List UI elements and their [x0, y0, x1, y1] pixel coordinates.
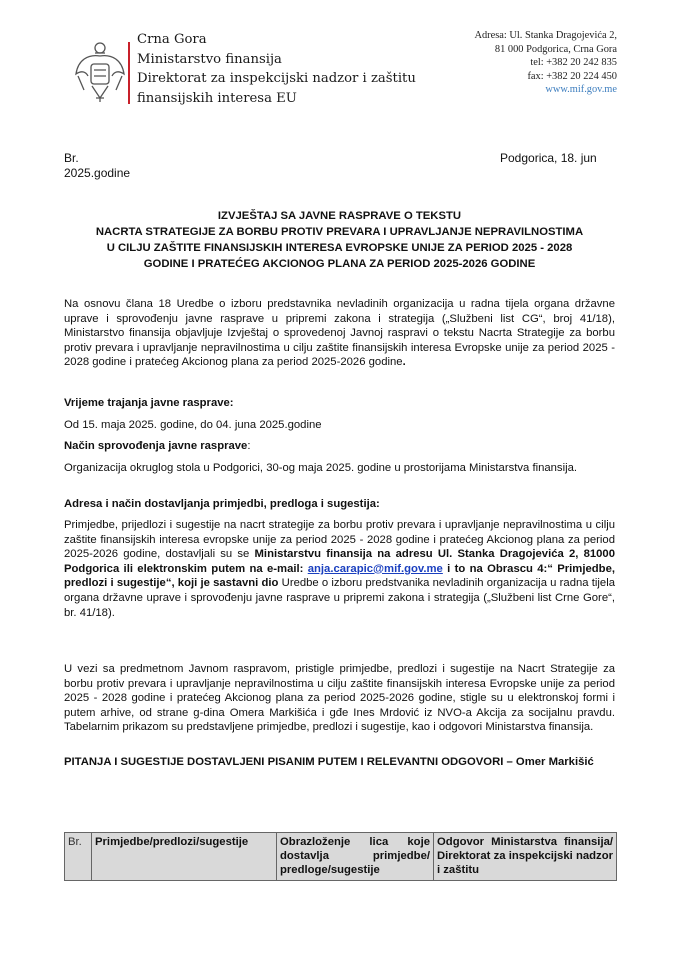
org-ministry: Ministarstvo finansija	[137, 51, 282, 67]
reference-number	[64, 151, 130, 181]
submission-form: i to na Obrascu 4:“ Primjedbe, predlozi i sugestije“, koji je sastavni dio	[64, 562, 615, 590]
submission-text: Primjedbe, prijedlozi i sugestije na nacrt strategije za borbu protiv prevara i upravljanje nepravilnostima u cilju zaštite finansijskih interesa evropske unije za period 2025 - 2028 godine i pratećeg Akcionog plana za period 2025-2026 godine, dostavljali su se	[64, 519, 615, 561]
ref-label: Br.	[64, 151, 79, 165]
contact-address: Adresa: Ul. Stanka Dragojevića 2,	[474, 30, 617, 41]
contact-tel: tel: +382 20 242 835	[530, 57, 617, 69]
ref-year: 2025.godine	[64, 166, 131, 180]
title-line: GODINE I PRATEĆEG AKCIONOG PLANA ZA PERIOD 2025-2026 GODINE	[143, 258, 536, 270]
website-link[interactable]: www.mif.gov.me	[545, 84, 617, 96]
title-line: U CILJU ZAŠTITE FINANSIJSKIH INTERESA EVROPSKE UNIJE ZA PERIOD 2025 - 2028	[106, 242, 573, 254]
header-number: Br.	[65, 833, 92, 881]
contact-info	[474, 29, 617, 97]
org-directorate-cont: finansijskih interesa EU	[137, 90, 297, 106]
method-heading-text: Način sprovođenja javne rasprave	[64, 440, 248, 452]
email-link[interactable]: anja.carapic@mif.gov.me	[307, 562, 443, 575]
contact-city: 81 000 Podgorica, Crna Gora	[494, 43, 617, 55]
submission-heading: Adresa i način dostavljanja primjedbi, predloga i sugestija:	[64, 498, 380, 510]
table-header-row	[65, 833, 617, 881]
document-date: Podgorica, 18. jun	[500, 151, 597, 165]
org-country: Crna Gora	[137, 32, 207, 47]
method-heading	[64, 439, 615, 454]
intro-text: Na osnovu člana 18 Uredbe o izboru predstavnika nevladinih organizacija u radna tijela organa državne uprave i sprovođenju javne rasprave u pripremi zakona i strategija („Službeni list CG“, broj 41/18), Ministarstvo finansija objavljuje Izvještaj o sprovedenoj Javnoj raspravi o tekstu Nacrta Strategije za borbu protiv prevara i upravljanje nepravilnostima u cilju zaštite finansijskih interesa Evropske unije za period 2025 - 2028 godine i pratećeg Akcionog plana za period 2025-2026 godine	[64, 298, 615, 369]
intro-end: .	[402, 356, 406, 369]
header-response: Odgovor Ministarstva finansija/ Direktorat za inspekcijski nadzor i zaštitu	[434, 833, 617, 881]
section-heading: PITANJA I SUGESTIJE DOSTAVLJENI PISANIM PUTEM I RELEVANTNI ODGOVORI – Omer Markišić	[64, 756, 594, 768]
organization-name	[137, 30, 416, 108]
duration-heading: Vrijeme trajanja javne rasprave:	[64, 397, 234, 409]
submission-text-end: Uredbe o izboru predstvanika nevladinih organizacija u radna tijela organa državne uprave i sprovođenju javne rasprave u pripremi zakona i strategija („Službeni list Crne Gore“, br. 41/18).	[64, 577, 615, 619]
org-directorate: Direktorat za inspekcijski nadzor i zaštitu	[137, 71, 416, 86]
duration-text: Od 15. maja 2025. godine, do 04. juna 2025.godine	[64, 419, 322, 431]
header-divider	[128, 42, 130, 104]
title-line: NACRTA STRATEGIJE ZA BORBU PROTIV PREVARA I UPRAVLJANJE NEPRAVILNOSTIMA	[95, 226, 584, 238]
document-title	[64, 208, 615, 272]
coat-of-arms-logo	[74, 40, 126, 104]
comments-table	[64, 832, 617, 881]
submission-address: Ministarstvu finansija na adresu Ul. Stanka Dragojevića 2, 81000 Podgorica ili elektronskim putem na e-mail:	[64, 548, 615, 575]
intro-paragraph	[64, 297, 615, 370]
header-rationale: Obrazloženje lica koje dostavlja primjedbe/ predloge/sugestije	[277, 833, 434, 881]
contact-fax: fax: +382 20 224 450	[527, 70, 617, 82]
method-colon: :	[247, 440, 251, 452]
summary-paragraph: U vezi sa predmetnom Javnom raspravom, pristigle primjedbe, predlozi i sugestije na Nacrt Strategije za borbu protiv prevara i upravljanje nepravilnostima u cilju zaštite finansijskih interesa Evropske unije za period 2025 - 2028 godine i pratećeg Akcionog plana za period 2025-2026 godine, stigle su u elektronskoj formi i putem arhive, od strane g-dina Omera Markišića i gđe Ines Mrdović iz NVO-a Akcija za socijalnu pravdu. Tabelarnim prikazom su predstavljene primjedbe, predlozi i sugestije, kao i odgovori Ministarstva finansija.	[64, 663, 615, 734]
submission-paragraph	[64, 518, 615, 620]
header-comments: Primjedbe/predlozi/sugestije	[92, 833, 277, 881]
title-line: IZVJEŠTAJ SA JAVNE RASPRAVE O TEKSTU	[217, 210, 462, 222]
method-text: Organizacija okruglog stola u Podgorici, 30-og maja 2025. godine u prostorijama Ministarstva finansija.	[64, 462, 578, 474]
